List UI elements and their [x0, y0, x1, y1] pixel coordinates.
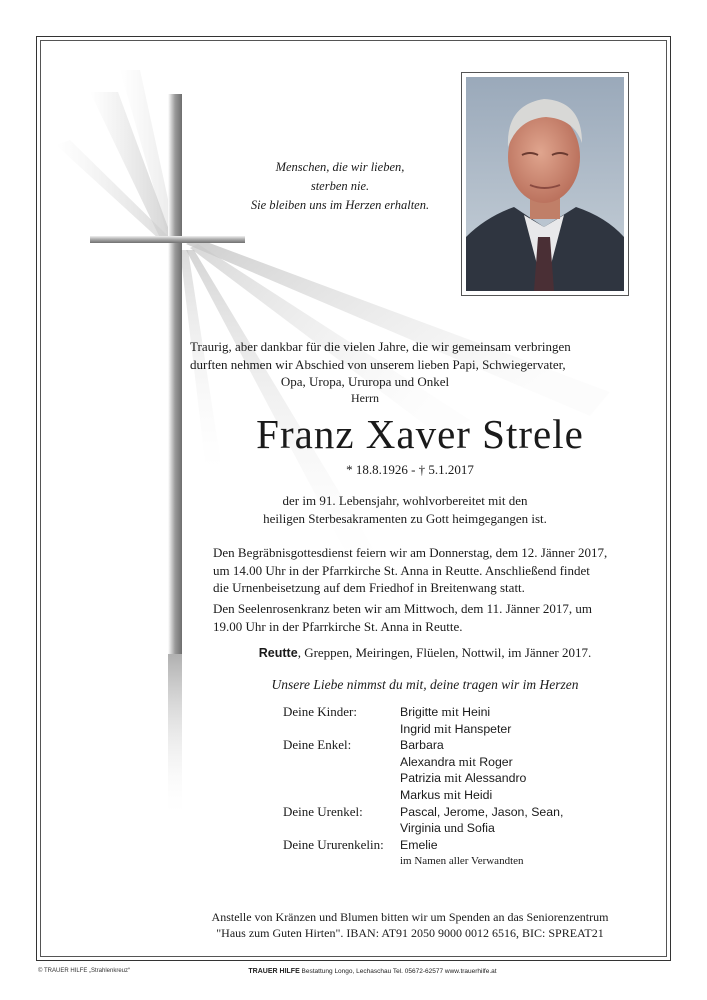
donation-line: Anstelle von Kränzen und Blumen bitten wir um Spenden an das Seniorenzentrum: [211, 910, 609, 924]
family-role: [283, 770, 400, 787]
family-list: [283, 704, 613, 870]
family-names: Ingrid mit Hanspeter: [400, 720, 512, 736]
family-role: Deine Urenkel:: [283, 803, 363, 819]
donation-note: [190, 909, 630, 941]
family-role: [283, 721, 400, 738]
family-row: [283, 820, 613, 837]
intro-line: durften nehmen wir Abschied von unserem lieben Papi, Schwiegervater,: [190, 356, 566, 372]
intro-line: Opa, Uropa, Ururopa und Onkel: [280, 374, 450, 389]
family-names: Virginia und Sofia: [400, 820, 495, 836]
family-names: Pascal, Jerome, Jason, Sean,: [400, 804, 564, 819]
quote-line: Menschen, die wir lieben,: [275, 160, 405, 174]
rosary-line: Den Seelenrosenkranz beten wir am Mittwoch, dem 11. Jänner 2017, um: [213, 601, 592, 616]
imprint: [205, 968, 540, 975]
life-dates: * 18.8.1926 - † 5.1.2017: [346, 462, 474, 477]
family-role: [283, 787, 400, 804]
family-row: [283, 737, 613, 754]
copyright-note: © TRAUER HILFE „Strahlenkreuz“: [38, 968, 131, 974]
family-row: [283, 853, 613, 870]
family-role: Deine Ururenkelin:: [283, 836, 384, 852]
family-row: [283, 804, 613, 821]
family-names: Patrizia mit Alessandro: [400, 770, 527, 786]
family-row: [283, 754, 613, 771]
family-row: [283, 704, 613, 721]
places-rest: , Greppen, Meiringen, Flüelen, Nottwil, im Jänner 2017.: [297, 645, 592, 660]
funeral-text: [213, 544, 633, 597]
passing-text: [230, 492, 580, 527]
family-role: Deine Kinder:: [283, 704, 358, 719]
imprint-brand: TRAUER HILFE: [248, 968, 300, 975]
portrait-image: [466, 77, 624, 291]
rosary-line: 19.00 Uhr in der Pfarrkirche St. Anna in Reutte.: [213, 618, 463, 634]
family-names: Emelie: [400, 837, 438, 852]
memorial-quote: [230, 158, 450, 215]
family-role: [283, 754, 400, 771]
family-role: [283, 820, 400, 837]
quote-line: Sie bleiben uns im Herzen erhalten.: [250, 198, 430, 212]
passing-line: heiligen Sterbesakramenten zu Gott heimgegangen ist.: [263, 510, 547, 526]
family-names: Barbara: [400, 738, 444, 753]
family-role: Deine Enkel:: [283, 737, 352, 753]
family-names: Alexandra mit Roger: [400, 753, 513, 769]
imprint-details: Bestattung Longo, Lechaschau Tel. 05672-62577 www.trauerhilfe.at: [299, 968, 497, 975]
passing-line: der im 91. Lebensjahr, wohlvorbereitet mit den: [282, 493, 528, 508]
intro-line: Traurig, aber dankbar für die vielen Jahre, die wir gemeinsam verbringen: [190, 339, 571, 354]
honorific: Herrn: [351, 391, 379, 405]
funeral-line: Den Begräbnisgottesdienst feiern wir am Donnerstag, dem 12. Jänner 2017,: [213, 545, 608, 560]
funeral-line: die Urnenbeisetzung auf dem Friedhof in Breitenwang statt.: [213, 580, 525, 595]
intro-text: [190, 338, 571, 391]
motto: Unsere Liebe nimmst du mit, deine tragen wir im Herzen: [271, 677, 579, 692]
family-row: [283, 787, 613, 804]
family-closing: im Namen aller Verwandten: [400, 855, 524, 868]
family-row: [283, 837, 613, 854]
quote-line: sterben nie.: [310, 179, 370, 193]
family-row: [283, 770, 613, 787]
places-main: Reutte: [258, 646, 298, 660]
places-line: [200, 645, 650, 661]
portrait-photo: [461, 72, 629, 296]
family-names: Brigitte mit Heini: [400, 704, 491, 719]
family-names: Markus mit Heidi: [400, 786, 493, 802]
donation-line: "Haus zum Guten Hirten". IBAN: AT91 2050 9000 0012 6516, BIC: SPREAT21: [216, 926, 604, 940]
deceased-name: Franz Xaver Strele: [256, 411, 584, 457]
funeral-line: um 14.00 Uhr in der Pfarrkirche St. Anna in Reutte. Anschließend findet: [213, 562, 590, 578]
family-row: [283, 721, 613, 738]
rosary-text: [213, 600, 633, 635]
